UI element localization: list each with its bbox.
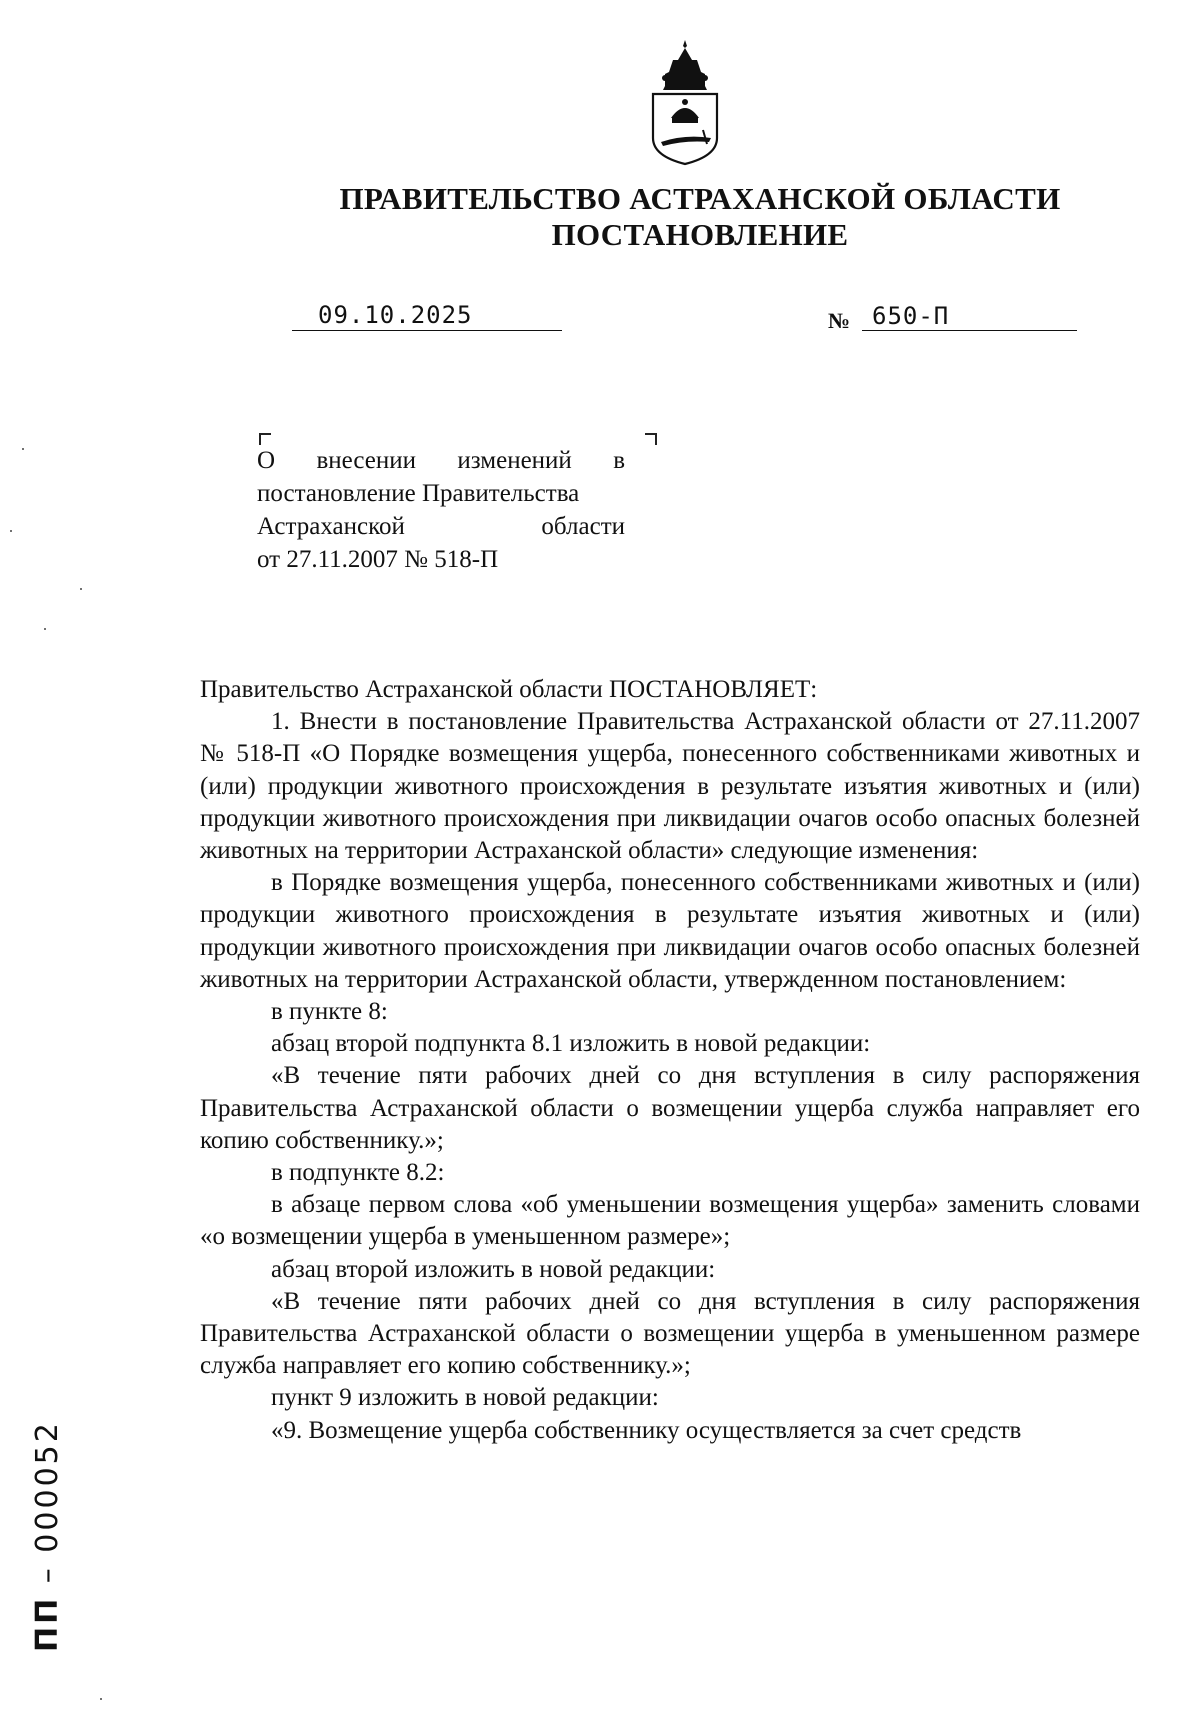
scan-speck xyxy=(80,588,82,590)
number-underline xyxy=(862,330,1077,331)
body-paragraph: 1. Внести в постановление Правительства Астраханской области от 27.11.2007 № 518-П «О Порядке возмещения ущерба, понесенного собственниками животных и (или) продукции животного происхождения в результате изъятия животных и (или) продукции животного происхождения при ликвидации очагов особо опасных болезней животных на территории Астраханской области» следующие изменения: xyxy=(200,708,1140,865)
number-sign: № xyxy=(828,308,851,333)
body-paragraph: «В течение пяти рабочих дней со дня вступления в силу распоряжения Правительства Астраханской области о возмещении ущерба в уменьшенном размере служба направляет его копию собственнику.»; xyxy=(200,1287,1140,1380)
authority-title: ПРАВИТЕЛЬСТВО АСТРАХАНСКОЙ ОБЛАСТИ xyxy=(339,181,1061,216)
scan-speck xyxy=(44,628,46,630)
scan-speck xyxy=(22,448,24,450)
coat-of-arms-icon xyxy=(645,38,725,166)
document-date: 09.10.2025 xyxy=(318,301,473,329)
document-number: 650-П xyxy=(872,302,950,330)
subject-line: постановление Правительства xyxy=(257,480,580,507)
body-paragraph: абзац второй изложить в новой редакции: xyxy=(271,1255,716,1283)
serial-stamp xyxy=(30,1420,66,1652)
body-paragraph: Правительство Астраханской области ПОСТАНОВЛЯЕТ: xyxy=(200,676,818,703)
serial-prefix: ПП xyxy=(30,1595,65,1652)
subject-line: от 27.11.2007 № 518-П xyxy=(257,546,499,573)
document-type-title: ПОСТАНОВЛЕНИЕ xyxy=(551,217,849,252)
subject-line: Астраханской области xyxy=(257,513,625,540)
scan-speck xyxy=(10,530,12,532)
subject-line: О внесении изменений в xyxy=(257,447,625,474)
scan-speck xyxy=(100,1698,102,1700)
body-paragraph: абзац второй подпункта 8.1 изложить в новой редакции: xyxy=(271,1030,871,1058)
document-subject xyxy=(257,444,625,576)
body-paragraph: в Порядке возмещения ущерба, понесенного собственниками животных и (или) продукции животного происхождения в результате изъятия животных и (или) продукции животного происхождения при ликвидации очагов особо опасных болезней животных на территории Астраханской области, утвержденном постановлением: xyxy=(200,869,1140,993)
body-paragraph: в подпункте 8.2: xyxy=(271,1159,445,1187)
body-paragraph: в пункте 8: xyxy=(271,998,388,1026)
serial-dash: – xyxy=(30,1565,65,1584)
body-paragraph: пункт 9 изложить в новой редакции: xyxy=(271,1384,659,1412)
date-underline xyxy=(292,330,562,331)
subject-corner-right xyxy=(645,433,657,445)
document-body xyxy=(200,674,1140,1447)
body-paragraph: «9. Возмещение ущерба собственнику осуществляется за счет средств xyxy=(271,1416,1022,1444)
body-paragraph: в абзаце первом слова «об уменьшении возмещения ущерба» заменить словами «о возмещении ущерба в уменьшенном размере»; xyxy=(200,1191,1140,1251)
serial-number: 000052 xyxy=(30,1420,65,1553)
body-paragraph: «В течение пяти рабочих дней со дня вступления в силу распоряжения Правительства Астраханской области о возмещении ущерба служба направляет его копию собственнику.»; xyxy=(200,1062,1140,1154)
